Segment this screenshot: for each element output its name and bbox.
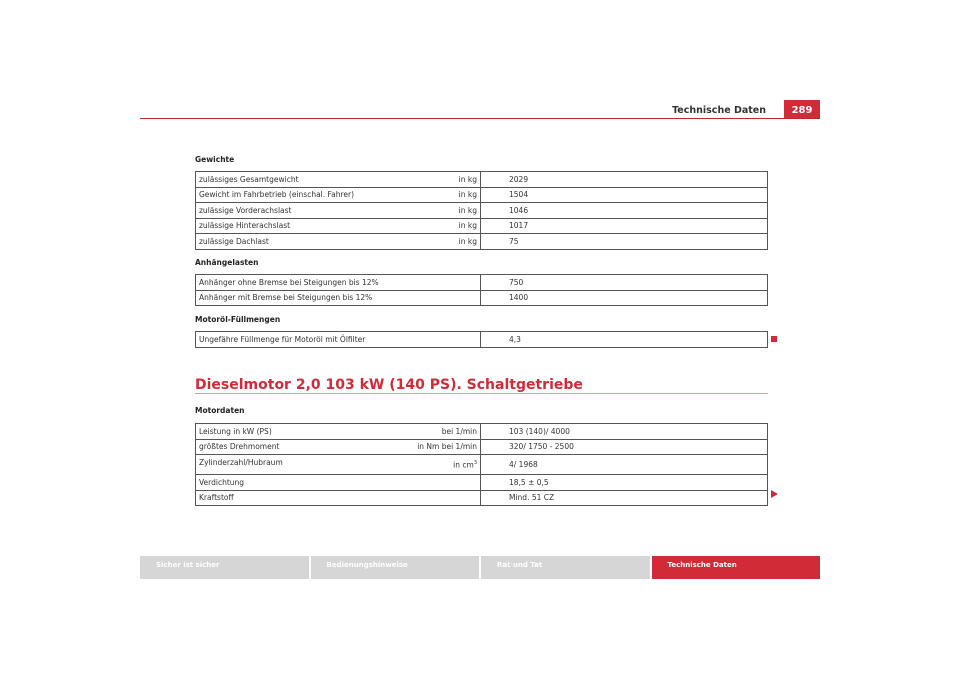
table-row: [196, 332, 768, 348]
row-value: 2029: [481, 172, 768, 188]
row-value: 1046: [481, 203, 768, 219]
table-row: [196, 187, 768, 203]
diesel-title-rule: [195, 393, 768, 394]
row-unit: bei 1/min: [374, 424, 481, 440]
table-row: [196, 275, 768, 291]
table-row: [196, 203, 768, 219]
table-row: [196, 424, 768, 440]
row-unit: [374, 490, 481, 506]
table-row: [196, 290, 768, 306]
row-unit: in kg: [374, 172, 481, 188]
row-name: Zylinderzahl/Hubraum: [196, 455, 375, 475]
row-name: Ungefähre Füllmenge für Motoröl mit Ölfilter: [196, 332, 481, 348]
section-label-anhaengelasten: Anhängelasten: [195, 258, 259, 267]
row-value: 103 (140)/ 4000: [481, 424, 768, 440]
anhaengelasten-table: [195, 274, 768, 306]
section-label-gewichte: Gewichte: [195, 155, 235, 164]
table-row: [196, 490, 768, 506]
row-value: 1017: [481, 218, 768, 234]
table-row: [196, 218, 768, 234]
motoroel-table: [195, 331, 768, 348]
row-unit: [374, 455, 481, 475]
row-unit: in Nm bei 1/min: [374, 439, 481, 455]
row-name: größtes Drehmoment: [196, 439, 375, 455]
header-rule: [140, 118, 820, 119]
gewichte-table: [195, 171, 768, 250]
row-name: zulässige Hinterachslast: [196, 218, 375, 234]
section-label-motoroel: Motoröl-Füllmengen: [195, 315, 281, 324]
row-name: Gewicht im Fahrbetrieb (einschal. Fahrer): [196, 187, 375, 203]
footer-nav: [140, 556, 820, 579]
footer-tab-technische-daten[interactable]: Technische Daten: [652, 556, 821, 579]
row-name: Verdichtung: [196, 475, 375, 491]
row-name: zulässige Dachlast: [196, 234, 375, 250]
row-value: Mind. 51 CZ: [481, 490, 768, 506]
motordaten-table: [195, 423, 768, 506]
table-row: [196, 172, 768, 188]
row-name: Kraftstoff: [196, 490, 375, 506]
section-label-motordaten: Motordaten: [195, 406, 245, 415]
table-row: [196, 475, 768, 491]
diesel-section-title: Dieselmotor 2,0 103 kW (140 PS). Schaltgetriebe: [195, 377, 583, 393]
row-value: 4/ 1968: [481, 455, 768, 475]
row-name: Anhänger ohne Bremse bei Steigungen bis 12%: [196, 275, 481, 291]
row-value: 4,3: [481, 332, 768, 348]
row-value: 1504: [481, 187, 768, 203]
unit-superscript: 3: [473, 459, 477, 466]
table-row: [196, 439, 768, 455]
row-unit: in kg: [374, 187, 481, 203]
row-value: 18,5 ± 0,5: [481, 475, 768, 491]
footer-tab-bedienungshinweise[interactable]: Bedienungshinweise: [311, 556, 480, 579]
row-unit: in kg: [374, 203, 481, 219]
row-unit: in kg: [374, 218, 481, 234]
row-name: Leistung in kW (PS): [196, 424, 375, 440]
row-unit: [374, 475, 481, 491]
continue-arrow-icon: [771, 490, 778, 498]
unit-text: in cm: [453, 460, 474, 470]
row-value: 1400: [481, 290, 768, 306]
page-header-title: Technische Daten: [672, 105, 766, 116]
row-name: zulässiges Gesamtgewicht: [196, 172, 375, 188]
table-row: [196, 455, 768, 475]
row-value: 320/ 1750 - 2500: [481, 439, 768, 455]
row-value: 750: [481, 275, 768, 291]
footer-tab-sicher-ist-sicher[interactable]: Sicher ist sicher: [140, 556, 309, 579]
row-unit: in kg: [374, 234, 481, 250]
table-row: [196, 234, 768, 250]
row-name: zulässige Vorderachslast: [196, 203, 375, 219]
section-end-marker: [771, 336, 777, 342]
page-number-badge: 289: [784, 100, 820, 119]
row-value: 75: [481, 234, 768, 250]
footer-tab-rat-und-tat[interactable]: Rat und Tat: [481, 556, 650, 579]
row-name: Anhänger mit Bremse bei Steigungen bis 12%: [196, 290, 481, 306]
